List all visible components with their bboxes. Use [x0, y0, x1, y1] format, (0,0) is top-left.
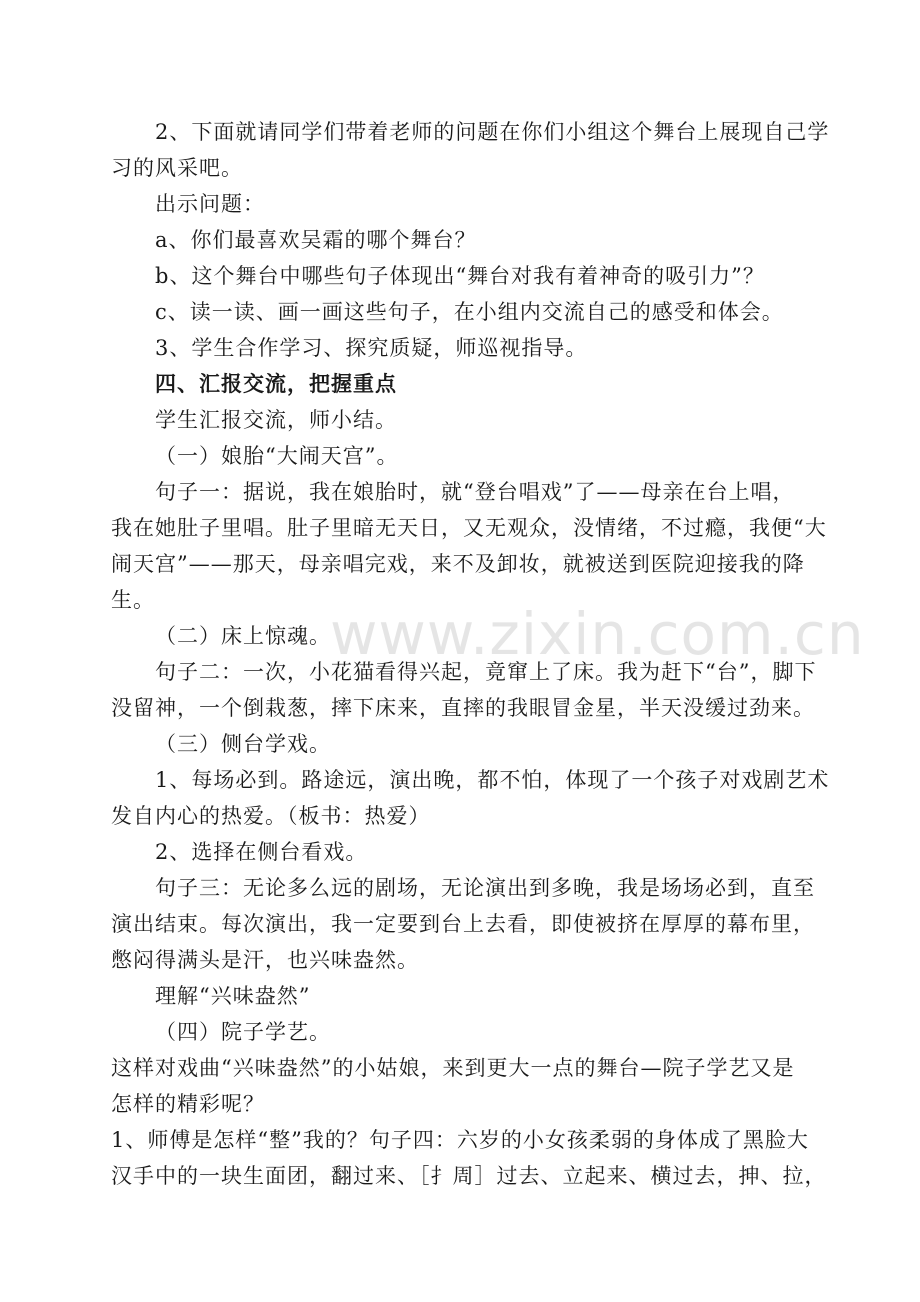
- text-line-22: 句子三：无论多么远的剧场，无论演出到多晚，我是场场必到，直至: [155, 876, 815, 900]
- subheading-2: （二）床上惊魂。: [155, 624, 331, 648]
- text-line-1: 2、下面就请同学们带着老师的问题在你们小组这个舞台上展现自己学: [155, 120, 830, 144]
- text-line-13: 闹天宫”——那天，母亲唱完戏，来不及卸妆，就被送到医院迎接我的降: [111, 552, 805, 576]
- subheading-1: （一）娘胎“大闹天宫”。: [155, 444, 399, 468]
- text-line-23: 演出结束。每次演出，我一定要到台上去看，即使被挤在厚厚的幕布里，: [111, 912, 815, 936]
- text-line-28: 怎样的精彩呢？: [111, 1092, 265, 1116]
- subheading-3: （三）侧台学戏。: [155, 732, 331, 756]
- text-line-6: c、读一读、画一画这些句子，在小组内交流自己的感受和体会。: [155, 300, 784, 324]
- text-line-7: 3、学生合作学习、探究质疑，师巡视指导。: [155, 336, 588, 360]
- text-line-17: 没留神，一个倒栽葱，摔下床来，直摔的我眼冒金星，半天没缓过劲来。: [111, 696, 815, 720]
- watermark: www.zixin.com.cn: [330, 600, 865, 668]
- text-line-14: 生。: [111, 588, 155, 612]
- text-line-12: 我在她肚子里唱。肚子里暗无天日，又无观众，没情绪，不过瘾，我便“大: [111, 516, 827, 540]
- text-line-11: 句子一：据说，我在娘胎时，就“登台唱戏”了——母亲在台上唱，: [155, 480, 795, 504]
- section-heading: 四、汇报交流，把握重点: [155, 371, 397, 396]
- text-line-9: 学生汇报交流，师小结。: [155, 408, 397, 432]
- text-line-30: 汉手中的一块生面团，翻过来、［扌周］过去、立起来、横过去，抻、拉，: [111, 1164, 827, 1188]
- text-line-19: 1、每场必到。路途远，演出晚，都不怕，体现了一个孩子对戏剧艺术: [155, 768, 830, 792]
- text-line-25: 理解“兴味盎然”: [155, 984, 311, 1008]
- text-line-20: 发自内心的热爱。（板书：热爱）: [111, 804, 431, 828]
- text-line-29: 1、师傅是怎样“整”我的？句子四：六岁的小女孩柔弱的身体成了黑脸大: [111, 1128, 809, 1152]
- text-line-21: 2、选择在侧台看戏。: [155, 840, 368, 864]
- text-line-16: 句子二：一次，小花猫看得兴起，竟窜上了床。我为赶下“台”，脚下: [155, 660, 817, 684]
- text-line-2: 习的风采吧。: [111, 156, 243, 180]
- text-line-24: 憋闷得满头是汗，也兴味盎然。: [111, 948, 419, 972]
- text-line-5: b、这个舞台中哪些句子体现出“舞台对我有着神奇的吸引力”？: [155, 264, 765, 288]
- text-line-3: 出示问题：: [155, 192, 265, 216]
- text-line-4: a、你们最喜欢吴霜的哪个舞台？: [155, 228, 477, 252]
- subheading-4: （四）院子学艺。: [155, 1020, 331, 1044]
- text-line-27: 这样对戏曲“兴味盎然”的小姑娘，来到更大一点的舞台—院子学艺又是: [111, 1056, 795, 1080]
